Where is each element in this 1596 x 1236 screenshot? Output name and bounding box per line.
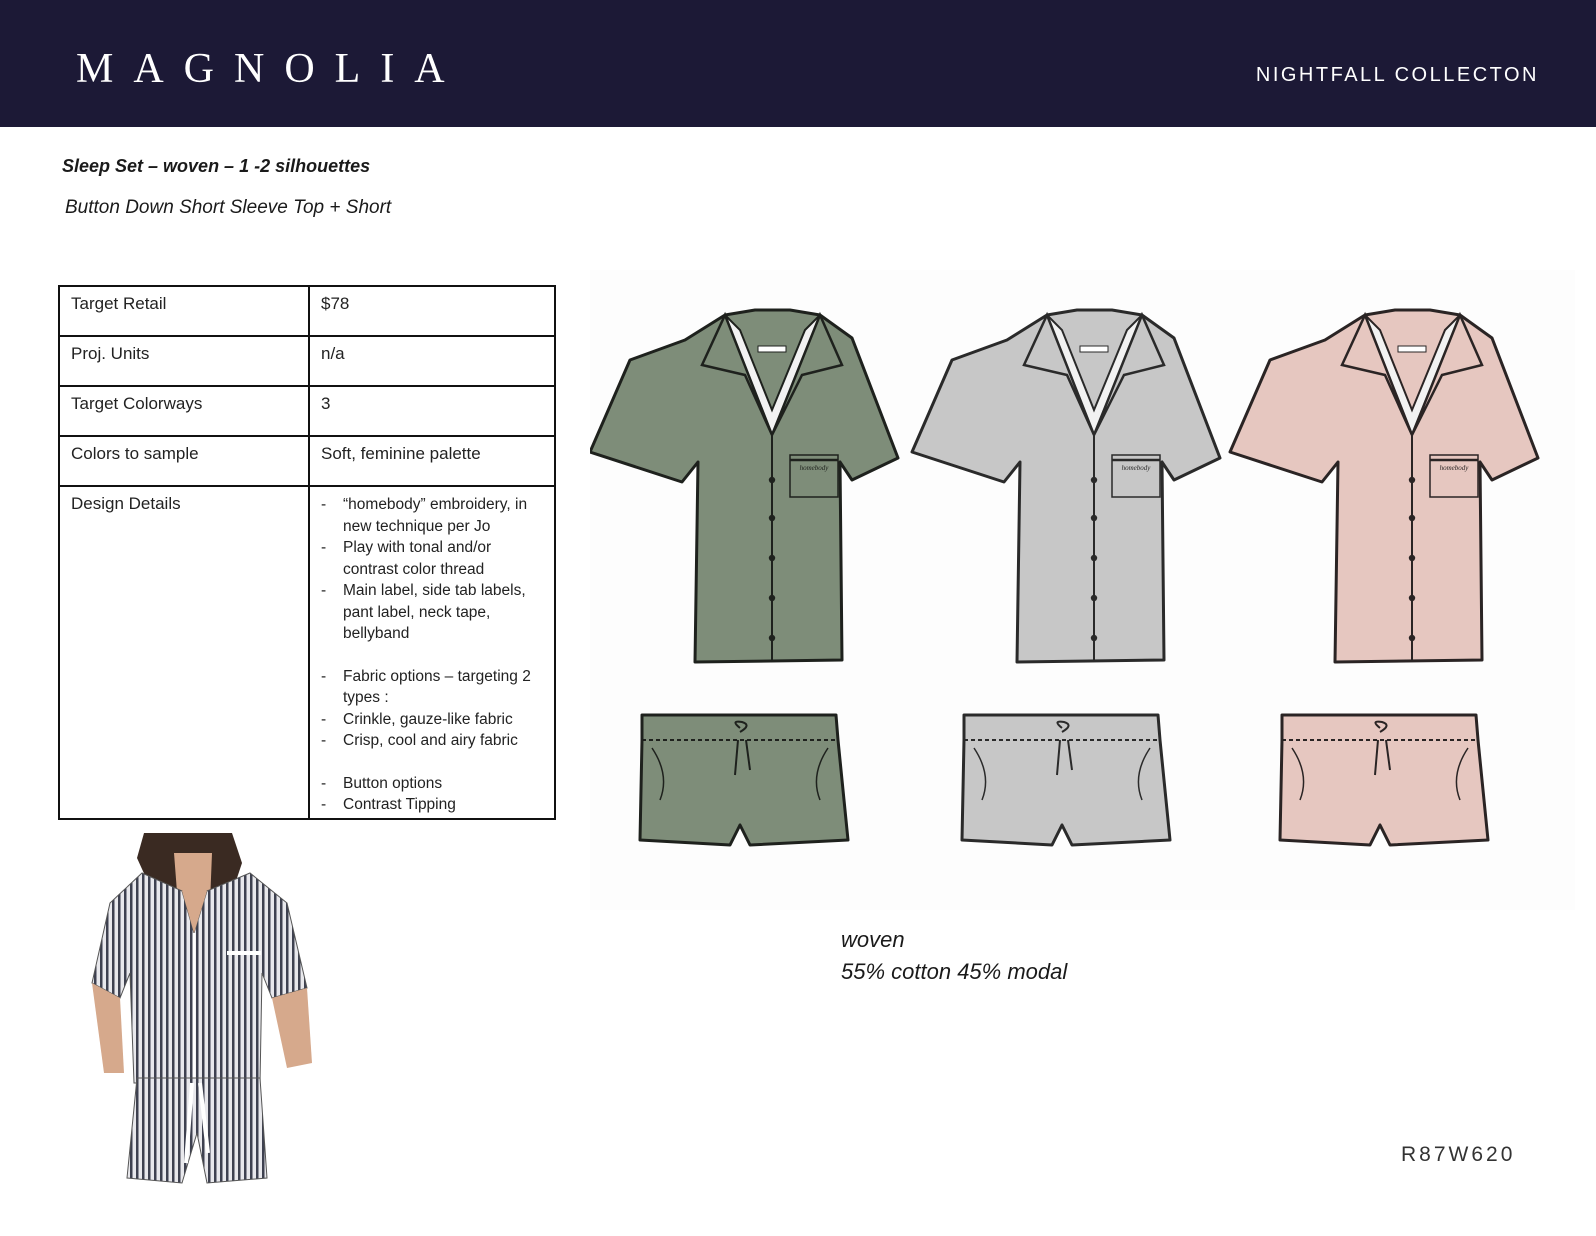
spec-row-proj-units: [59, 336, 555, 386]
spec-label: Target Colorways: [59, 386, 309, 436]
collection-title: NIGHTFALL COLLECTON: [1255, 64, 1539, 86]
svg-text:homebody: homebody: [1121, 464, 1151, 472]
list-item: - “homebody” embroidery, in new technique per Jo: [321, 494, 543, 537]
list-item: - Fabric options – targeting 2 types :: [321, 666, 543, 709]
spec-table: [58, 285, 556, 820]
header-bar: [0, 0, 1596, 127]
spec-label: Proj. Units: [59, 336, 309, 386]
spec-value: Soft, feminine palette: [309, 436, 555, 486]
product-silhouette: Button Down Short Sleeve Top + Short: [65, 197, 392, 218]
spec-label: Design Details: [59, 486, 309, 819]
spec-value: [309, 486, 555, 819]
colorway-heather-grey: [912, 310, 1220, 845]
pajama-set-flat-sketch-icon: [590, 270, 1575, 910]
list-item: - Button options: [321, 773, 543, 795]
list-item: - Play with tonal and/or contrast color thread: [321, 537, 543, 580]
svg-text:homebody: homebody: [1439, 464, 1469, 472]
model-photo-striped-pajama-icon: [82, 833, 320, 1198]
spec-row-target-retail: [59, 286, 555, 336]
spec-row-target-colorways: [59, 386, 555, 436]
fabric-type: woven: [841, 927, 905, 952]
style-code: R87W620: [1401, 1143, 1516, 1166]
spec-row-design-details: [59, 486, 555, 819]
spec-row-colors-to-sample: [59, 436, 555, 486]
model-photo: [82, 833, 320, 1198]
design-details-list: [321, 494, 543, 816]
spec-value: n/a: [309, 336, 555, 386]
list-item: - Contrast Tipping: [321, 794, 543, 816]
list-item: - Main label, side tab labels, pant label, neck tape, bellyband: [321, 580, 543, 645]
list-item: - Crisp, cool and airy fabric: [321, 730, 543, 752]
fabric-composition: 55% cotton 45% modal: [841, 959, 1068, 984]
colorway-blush: [1230, 310, 1538, 845]
spec-label: Target Retail: [59, 286, 309, 336]
colorway-sage: [590, 310, 898, 845]
spec-value: 3: [309, 386, 555, 436]
spec-label: Colors to sample: [59, 436, 309, 486]
svg-text:homebody: homebody: [799, 464, 829, 472]
list-item: - Crinkle, gauze-like fabric: [321, 709, 543, 731]
spec-value: $78: [309, 286, 555, 336]
product-category: Sleep Set – woven – 1 -2 silhouettes: [62, 156, 371, 176]
brand-logo: MAGNOLIA: [76, 46, 465, 92]
fabric-info: [841, 924, 1067, 988]
colorway-sketches: [590, 270, 1575, 910]
